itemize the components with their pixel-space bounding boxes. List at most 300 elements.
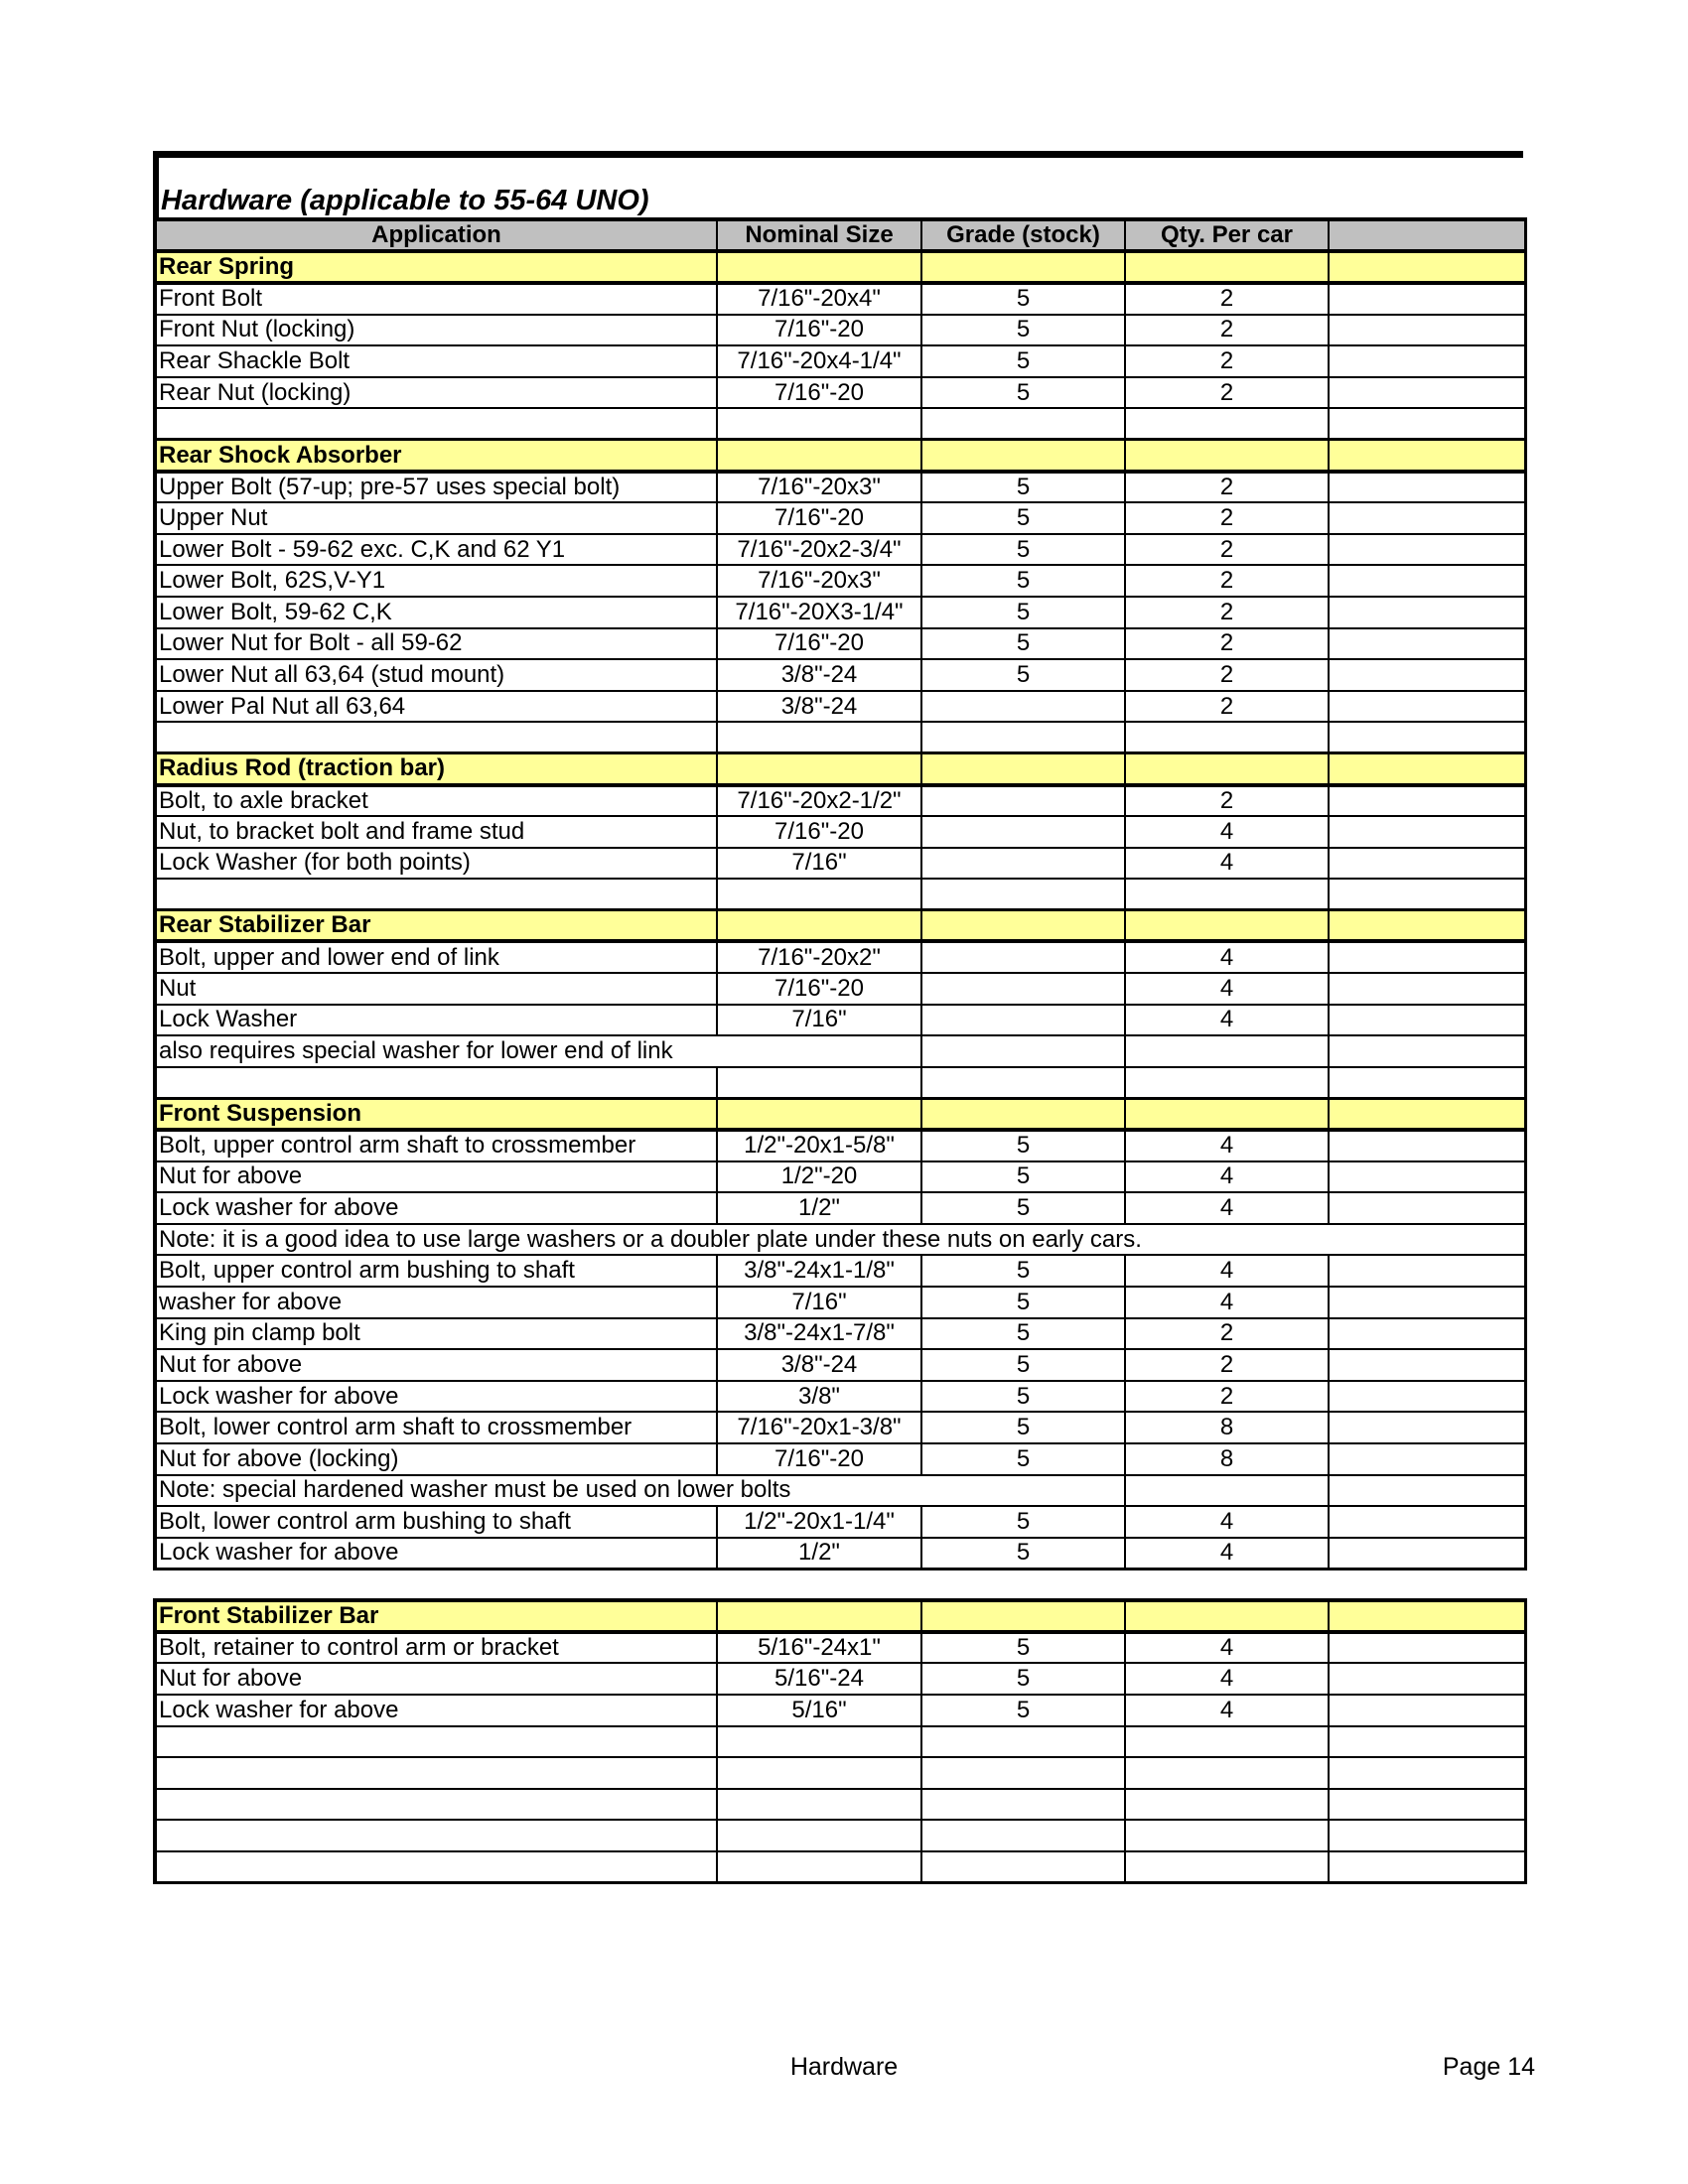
application-cell: Lock washer for above [155, 1192, 717, 1224]
section-cell [921, 251, 1125, 283]
column-header-extra [1329, 219, 1525, 251]
qty-cell [1125, 1851, 1329, 1883]
qty-cell: 2 [1125, 502, 1329, 534]
nominal-size-cell: 7/16"-20 [717, 816, 921, 848]
nominal-size-cell [717, 1067, 921, 1099]
qty-cell: 4 [1125, 1005, 1329, 1036]
nominal-size-cell: 3/8"-24x1-1/8" [717, 1255, 921, 1287]
table-row [155, 1663, 1525, 1695]
nominal-size-cell: 1/2"-20 [717, 1161, 921, 1193]
table-row [155, 1130, 1525, 1161]
qty-cell: 2 [1125, 628, 1329, 660]
nominal-size-cell: 7/16"-20x3" [717, 565, 921, 597]
grade-cell [921, 816, 1125, 848]
grade-cell [921, 973, 1125, 1005]
extra-cell [1329, 1067, 1525, 1099]
qty-cell: 4 [1125, 973, 1329, 1005]
nominal-size-cell: 7/16"-20X3-1/4" [717, 597, 921, 628]
section-cell [717, 1098, 921, 1130]
extra-cell [1329, 816, 1525, 848]
grade-cell: 5 [921, 1349, 1125, 1381]
application-cell: Lock washer for above [155, 1381, 717, 1413]
qty-cell: 4 [1125, 1538, 1329, 1570]
qty-cell: 2 [1125, 691, 1329, 723]
application-cell: Nut for above (locking) [155, 1443, 717, 1475]
grade-cell [921, 1005, 1125, 1036]
section-cell [717, 1600, 921, 1632]
nominal-size-cell: 3/8"-24 [717, 1349, 921, 1381]
extra-cell [1329, 1443, 1525, 1475]
table-row [155, 1161, 1525, 1193]
empty-cell [1125, 1035, 1329, 1067]
application-cell: Lower Nut all 63,64 (stud mount) [155, 659, 717, 691]
qty-cell: 4 [1125, 1161, 1329, 1193]
table-row [155, 628, 1525, 660]
note-row [155, 1035, 1525, 1067]
nominal-size-cell: 7/16"-20x2-3/4" [717, 534, 921, 566]
extra-cell [1329, 848, 1525, 880]
section-cell [1329, 910, 1525, 942]
extra-cell [1329, 1192, 1525, 1224]
application-cell [155, 1757, 717, 1789]
extra-cell [1329, 472, 1525, 503]
note-text: Note: special hardened washer must be used on lower bolts [159, 1476, 791, 1504]
section-title: Rear Spring [155, 251, 717, 283]
qty-cell: 4 [1125, 1663, 1329, 1695]
grade-cell: 5 [921, 1161, 1125, 1193]
section-cell [1125, 1600, 1329, 1632]
application-cell: Bolt, lower control arm shaft to crossmember [155, 1412, 717, 1443]
qty-cell: 4 [1125, 941, 1329, 973]
qty-cell: 2 [1125, 283, 1329, 315]
qty-cell: 4 [1125, 1130, 1329, 1161]
application-cell [155, 1820, 717, 1851]
section-cell [1329, 1098, 1525, 1130]
qty-cell: 2 [1125, 1349, 1329, 1381]
nominal-size-cell: 7/16" [717, 848, 921, 880]
section-cell [1329, 753, 1525, 785]
application-cell: Nut, to bracket bolt and frame stud [155, 816, 717, 848]
section-cell [1329, 440, 1525, 472]
nominal-size-cell [717, 879, 921, 910]
table-row [155, 659, 1525, 691]
grade-cell [921, 941, 1125, 973]
nominal-size-cell: 7/16"-20x4" [717, 283, 921, 315]
qty-cell [1125, 1789, 1329, 1821]
top-rule [153, 151, 1523, 158]
section-cell [921, 910, 1125, 942]
extra-cell [1329, 1663, 1525, 1695]
table-row [155, 377, 1525, 409]
column-header-qty: Qty. Per car [1125, 219, 1329, 251]
application-cell: Bolt, upper and lower end of link [155, 941, 717, 973]
qty-cell: 2 [1125, 534, 1329, 566]
extra-cell [1329, 1820, 1525, 1851]
application-cell: Lower Pal Nut all 63,64 [155, 691, 717, 723]
section-title: Rear Shock Absorber [155, 440, 717, 472]
nominal-size-cell: 3/8"-24 [717, 659, 921, 691]
application-cell: Lower Nut for Bolt - all 59-62 [155, 628, 717, 660]
table-row [155, 472, 1525, 503]
empty-cell [1329, 1475, 1525, 1507]
application-cell [155, 408, 717, 440]
application-cell: Lower Bolt - 59-62 exc. C,K and 62 Y1 [155, 534, 717, 566]
qty-cell: 4 [1125, 1287, 1329, 1318]
section-header-row [155, 1600, 1525, 1632]
grade-cell: 5 [921, 315, 1125, 346]
table-row [155, 1443, 1525, 1475]
section-header-row [155, 753, 1525, 785]
empty-cell [1125, 1475, 1329, 1507]
table-row [155, 1067, 1525, 1099]
table-row [155, 722, 1525, 753]
table-row [155, 691, 1525, 723]
application-cell: Lock washer for above [155, 1538, 717, 1570]
grade-cell: 5 [921, 597, 1125, 628]
qty-cell: 2 [1125, 1381, 1329, 1413]
nominal-size-cell: 7/16"-20 [717, 377, 921, 409]
table-row [155, 1412, 1525, 1443]
nominal-size-cell [717, 1789, 921, 1821]
nominal-size-cell: 7/16"-20x3" [717, 472, 921, 503]
qty-cell: 2 [1125, 565, 1329, 597]
extra-cell [1329, 659, 1525, 691]
nominal-size-cell: 3/8" [717, 1381, 921, 1413]
grade-cell [921, 848, 1125, 880]
nominal-size-cell: 7/16" [717, 1287, 921, 1318]
table-row [155, 408, 1525, 440]
extra-cell [1329, 1789, 1525, 1821]
extra-cell [1329, 345, 1525, 377]
extra-cell [1329, 1255, 1525, 1287]
note-text: Note: it is a good idea to use large washers or a doubler plate under these nuts on early cars. [159, 1225, 1142, 1253]
extra-cell [1329, 1538, 1525, 1570]
nominal-size-cell [717, 722, 921, 753]
section-cell [921, 1600, 1125, 1632]
grade-cell: 5 [921, 1318, 1125, 1350]
qty-cell [1125, 1820, 1329, 1851]
table-row [155, 1192, 1525, 1224]
table-row [155, 283, 1525, 315]
qty-cell: 2 [1125, 1318, 1329, 1350]
extra-cell [1329, 1506, 1525, 1538]
table-row [155, 597, 1525, 628]
section-title: Radius Rod (traction bar) [155, 753, 717, 785]
table-row [155, 1538, 1525, 1570]
table-row [155, 1287, 1525, 1318]
grade-cell: 5 [921, 1287, 1125, 1318]
grade-cell [921, 785, 1125, 817]
application-cell: Bolt, to axle bracket [155, 785, 717, 817]
nominal-size-cell: 3/8"-24 [717, 691, 921, 723]
table-row [155, 1381, 1525, 1413]
note-row [155, 1224, 1525, 1256]
extra-cell [1329, 1851, 1525, 1883]
nominal-size-cell: 7/16"-20 [717, 315, 921, 346]
grade-cell: 5 [921, 377, 1125, 409]
note-cell [155, 1035, 921, 1067]
section-header-row [155, 440, 1525, 472]
extra-cell [1329, 691, 1525, 723]
nominal-size-cell: 1/2"-20x1-5/8" [717, 1130, 921, 1161]
nominal-size-cell: 5/16"-24 [717, 1663, 921, 1695]
application-cell: Front Nut (locking) [155, 315, 717, 346]
grade-cell [921, 879, 1125, 910]
table-row [155, 1820, 1525, 1851]
grade-cell: 5 [921, 502, 1125, 534]
table-row [155, 1632, 1525, 1664]
grade-cell: 5 [921, 1506, 1125, 1538]
grade-cell [921, 408, 1125, 440]
nominal-size-cell: 5/16"-24x1" [717, 1632, 921, 1664]
qty-cell: 2 [1125, 785, 1329, 817]
qty-cell: 2 [1125, 377, 1329, 409]
application-cell: Rear Nut (locking) [155, 377, 717, 409]
extra-cell [1329, 502, 1525, 534]
extra-cell [1329, 315, 1525, 346]
nominal-size-cell [717, 408, 921, 440]
qty-cell: 4 [1125, 1695, 1329, 1726]
extra-cell [1329, 1726, 1525, 1758]
application-cell: King pin clamp bolt [155, 1318, 717, 1350]
extra-cell [1329, 973, 1525, 1005]
front-stabilizer-table [153, 1598, 1527, 1884]
section-cell [1329, 1600, 1525, 1632]
grade-cell: 5 [921, 1695, 1125, 1726]
column-header-grade: Grade (stock) [921, 219, 1125, 251]
nominal-size-cell: 7/16"-20 [717, 1443, 921, 1475]
extra-cell [1329, 565, 1525, 597]
application-cell: Nut for above [155, 1349, 717, 1381]
grade-cell: 5 [921, 1632, 1125, 1664]
grade-cell [921, 722, 1125, 753]
table-row [155, 1318, 1525, 1350]
application-cell: Bolt, upper control arm bushing to shaft [155, 1255, 717, 1287]
application-cell: washer for above [155, 1287, 717, 1318]
application-cell: Upper Nut [155, 502, 717, 534]
extra-cell [1329, 1318, 1525, 1350]
extra-cell [1329, 1130, 1525, 1161]
qty-cell: 8 [1125, 1412, 1329, 1443]
qty-cell [1125, 1726, 1329, 1758]
extra-cell [1329, 1161, 1525, 1193]
table-row [155, 816, 1525, 848]
section-title: Front Stabilizer Bar [155, 1600, 717, 1632]
grade-cell: 5 [921, 1443, 1125, 1475]
title-area [153, 158, 1523, 217]
qty-cell: 2 [1125, 659, 1329, 691]
grade-cell: 5 [921, 1130, 1125, 1161]
application-cell [155, 879, 717, 910]
grade-cell [921, 1789, 1125, 1821]
section-cell [921, 440, 1125, 472]
extra-cell [1329, 1349, 1525, 1381]
empty-cell [921, 1035, 1125, 1067]
application-cell: Upper Bolt (57-up; pre-57 uses special bolt) [155, 472, 717, 503]
footer-page-number: Page 14 [1442, 2053, 1535, 2081]
section-header-row [155, 1098, 1525, 1130]
table-row [155, 1695, 1525, 1726]
note-cell [155, 1224, 1525, 1256]
table-row [155, 973, 1525, 1005]
table-row [155, 848, 1525, 880]
grade-cell: 5 [921, 1412, 1125, 1443]
empty-cell [1329, 1035, 1525, 1067]
qty-cell: 4 [1125, 1192, 1329, 1224]
application-cell: Lower Bolt, 59-62 C,K [155, 597, 717, 628]
grade-cell [921, 1820, 1125, 1851]
grade-cell [921, 691, 1125, 723]
grade-cell: 5 [921, 565, 1125, 597]
nominal-size-cell: 3/8"-24x1-7/8" [717, 1318, 921, 1350]
grade-cell: 5 [921, 628, 1125, 660]
application-cell: Front Bolt [155, 283, 717, 315]
extra-cell [1329, 1695, 1525, 1726]
nominal-size-cell: 1/2"-20x1-1/4" [717, 1506, 921, 1538]
application-cell [155, 722, 717, 753]
extra-cell [1329, 879, 1525, 910]
qty-cell [1125, 1067, 1329, 1099]
qty-cell [1125, 722, 1329, 753]
grade-cell: 5 [921, 1255, 1125, 1287]
section-cell [1125, 753, 1329, 785]
qty-cell [1125, 879, 1329, 910]
nominal-size-cell: 7/16"-20 [717, 628, 921, 660]
application-cell [155, 1726, 717, 1758]
application-cell [155, 1851, 717, 1883]
document-title: Hardware (applicable to 55-64 UNO) [161, 185, 649, 216]
grade-cell: 5 [921, 1381, 1125, 1413]
grade-cell: 5 [921, 1192, 1125, 1224]
nominal-size-cell: 1/2" [717, 1538, 921, 1570]
table-row [155, 565, 1525, 597]
qty-cell: 2 [1125, 597, 1329, 628]
extra-cell [1329, 597, 1525, 628]
qty-cell [1125, 1757, 1329, 1789]
qty-cell: 4 [1125, 816, 1329, 848]
grade-cell: 5 [921, 345, 1125, 377]
table-row [155, 315, 1525, 346]
grade-cell [921, 1851, 1125, 1883]
nominal-size-cell: 7/16" [717, 1005, 921, 1036]
nominal-size-cell [717, 1820, 921, 1851]
note-row [155, 1475, 1525, 1507]
qty-cell: 2 [1125, 345, 1329, 377]
grade-cell [921, 1067, 1125, 1099]
section-cell [1125, 1098, 1329, 1130]
column-header-nominal-size: Nominal Size [717, 219, 921, 251]
table-row [155, 1005, 1525, 1036]
table-row [155, 1757, 1525, 1789]
application-cell: Lock Washer [155, 1005, 717, 1036]
grade-cell: 5 [921, 1663, 1125, 1695]
section-cell [717, 440, 921, 472]
grade-cell [921, 1726, 1125, 1758]
table-row [155, 1789, 1525, 1821]
qty-cell: 2 [1125, 472, 1329, 503]
extra-cell [1329, 283, 1525, 315]
nominal-size-cell [717, 1757, 921, 1789]
grade-cell: 5 [921, 659, 1125, 691]
application-cell: Bolt, lower control arm bushing to shaft [155, 1506, 717, 1538]
nominal-size-cell: 7/16"-20 [717, 502, 921, 534]
section-cell [717, 753, 921, 785]
extra-cell [1329, 534, 1525, 566]
nominal-size-cell: 7/16"-20x2" [717, 941, 921, 973]
table-row [155, 1726, 1525, 1758]
extra-cell [1329, 722, 1525, 753]
application-cell: Nut for above [155, 1161, 717, 1193]
nominal-size-cell: 1/2" [717, 1192, 921, 1224]
extra-cell [1329, 408, 1525, 440]
grade-cell [921, 1757, 1125, 1789]
nominal-size-cell: 7/16"-20x4-1/4" [717, 345, 921, 377]
note-cell [155, 1475, 1125, 1507]
section-title: Front Suspension [155, 1098, 717, 1130]
section-cell [921, 753, 1125, 785]
nominal-size-cell: 5/16" [717, 1695, 921, 1726]
section-header-row [155, 910, 1525, 942]
section-cell [1125, 440, 1329, 472]
table-row [155, 1349, 1525, 1381]
qty-cell: 4 [1125, 1632, 1329, 1664]
qty-cell: 4 [1125, 1506, 1329, 1538]
extra-cell [1329, 377, 1525, 409]
qty-cell: 4 [1125, 1255, 1329, 1287]
extra-cell [1329, 1381, 1525, 1413]
grade-cell: 5 [921, 1538, 1125, 1570]
footer-sheet-name: Hardware [789, 2053, 899, 2081]
nominal-size-cell [717, 1726, 921, 1758]
grade-cell: 5 [921, 472, 1125, 503]
section-header-row [155, 251, 1525, 283]
application-cell: Rear Shackle Bolt [155, 345, 717, 377]
section-cell [717, 910, 921, 942]
application-cell: Lock Washer (for both points) [155, 848, 717, 880]
nominal-size-cell: 7/16"-20 [717, 973, 921, 1005]
column-header-application: Application [155, 219, 717, 251]
table-row [155, 345, 1525, 377]
section-title: Rear Stabilizer Bar [155, 910, 717, 942]
section-cell [1125, 910, 1329, 942]
nominal-size-cell: 7/16"-20x1-3/8" [717, 1412, 921, 1443]
qty-cell: 4 [1125, 848, 1329, 880]
table-row [155, 1255, 1525, 1287]
section-cell [1329, 251, 1525, 283]
extra-cell [1329, 1005, 1525, 1036]
extra-cell [1329, 785, 1525, 817]
extra-cell [1329, 628, 1525, 660]
extra-cell [1329, 1412, 1525, 1443]
note-text: also requires special washer for lower end of link [159, 1037, 673, 1065]
spreadsheet-page [153, 151, 1523, 1884]
column-header-row [155, 219, 1525, 251]
application-cell [155, 1067, 717, 1099]
table-row [155, 879, 1525, 910]
application-cell: Nut [155, 973, 717, 1005]
table-row [155, 534, 1525, 566]
application-cell: Nut for above [155, 1663, 717, 1695]
qty-cell: 2 [1125, 315, 1329, 346]
section-cell [717, 251, 921, 283]
nominal-size-cell [717, 1851, 921, 1883]
extra-cell [1329, 1632, 1525, 1664]
qty-cell: 8 [1125, 1443, 1329, 1475]
table-row [155, 785, 1525, 817]
application-cell: Lock washer for above [155, 1695, 717, 1726]
section-cell [921, 1098, 1125, 1130]
extra-cell [1329, 1757, 1525, 1789]
